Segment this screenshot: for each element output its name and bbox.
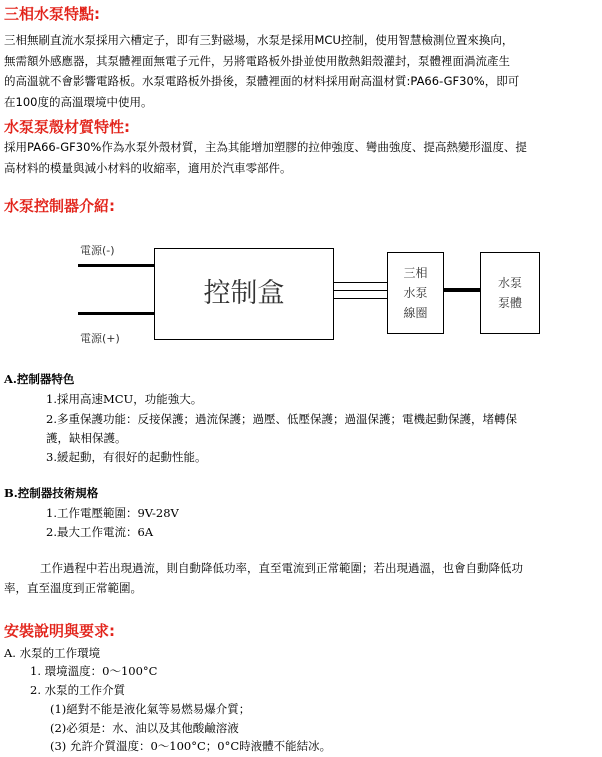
three-phase-coil-box xyxy=(387,252,444,334)
shaft-connection xyxy=(443,288,480,292)
feature-item-continued: 護，缺相保護。 xyxy=(46,431,127,445)
paragraph-line: 無需額外感應器，其泵體裡面無電子元件，另將電路板外掛並使用散熱鋁殼灌封，泵體裡面渦流產生 xyxy=(4,53,510,68)
section-housing-material-body xyxy=(4,137,598,178)
coil-label-line: 水泵 xyxy=(403,286,428,300)
feature-item: 1.採用高速MCU，功能強大。 xyxy=(46,392,203,406)
controller-box xyxy=(154,248,334,340)
paragraph-line: 三相無刷直流水泵採用六槽定子，即有三對磁場，水泵是採用MCU控制，使用智慧檢測位置來換向， xyxy=(4,33,514,47)
install-subitem: (2)必須是：水、油以及其他酸鹼溶液 xyxy=(50,721,239,735)
power-negative-wire xyxy=(78,264,154,267)
connection-wire xyxy=(333,290,387,291)
install-item: 1. 環境溫度：0～100°C xyxy=(30,664,158,678)
paragraph-line: 高材料的模量與減小材料的收縮率，適用於汽車零部件。 xyxy=(4,160,292,175)
spec-item: 1.工作電壓範圍：9V-28V xyxy=(46,506,179,520)
spec-item: 2.最大工作電流：6A xyxy=(46,525,154,539)
protection-note-line: 率，直至溫度到正常範圍。 xyxy=(4,581,142,595)
connection-wire xyxy=(333,282,387,283)
power-positive-wire xyxy=(78,312,154,315)
section-title-pump-features: 三相水泵特點: xyxy=(4,5,100,23)
section-title-housing-material: 水泵泵殼材質特性: xyxy=(4,118,130,136)
section-title-controller-intro: 水泵控制器介紹: xyxy=(4,197,115,215)
pump-label-line: 泵體 xyxy=(497,296,522,310)
install-subitem: (1)絕對不能是液化氣等易燃易爆介質； xyxy=(50,702,251,716)
features-heading: A.控制器特色 xyxy=(4,372,75,386)
paragraph-line: 在100度的高溫環境中使用。 xyxy=(4,94,153,109)
controller-wiring-diagram xyxy=(70,238,570,348)
protection-note-line: 工作過程中若出現過流，則自動降低功率，直至電流到正常範圍；若出現過溫，也會自動降低功 xyxy=(40,561,523,575)
controller-box-label: 控制盒 xyxy=(203,278,285,309)
connection-wire xyxy=(333,298,387,299)
pump-label-line: 水泵 xyxy=(497,276,522,290)
paragraph-line: 採用PA66-GF30%作為水泵外殼材質，主為其能增加塑膠的拉伸強度、彎曲強度、提高熱變形溫度、提 xyxy=(4,140,527,154)
section-title-installation: 安裝說明與要求: xyxy=(4,622,115,640)
paragraph-line: 的高溫就不會影響電路板。水泵電路板外掛後，泵體裡面的材料採用耐高溫材質:PA66-GF30%，即可 xyxy=(4,74,520,88)
power-positive-label: 電源(+) xyxy=(80,332,120,345)
section-pump-features-body xyxy=(4,30,598,112)
install-subitem: (3) 允許介質溫度：0～100°C；0°C時液體不能結冰。 xyxy=(50,739,332,753)
power-negative-label: 電源(-) xyxy=(80,244,115,257)
specs-heading: B.控制器技術規格 xyxy=(4,486,99,500)
install-subheading: A. 水泵的工作環境 xyxy=(4,646,101,660)
pump-body-box xyxy=(480,252,540,334)
feature-item: 2.多重保護功能：反接保護；過流保護；過壓、低壓保護；過溫保護；電機起動保護，堵轉保 xyxy=(46,412,517,426)
coil-label-line: 線圈 xyxy=(403,306,428,320)
feature-item: 3.緩起動，有很好的起動性能。 xyxy=(46,450,207,464)
install-item: 2. 水泵的工作介質 xyxy=(30,683,126,697)
coil-label-line: 三相 xyxy=(403,266,428,280)
